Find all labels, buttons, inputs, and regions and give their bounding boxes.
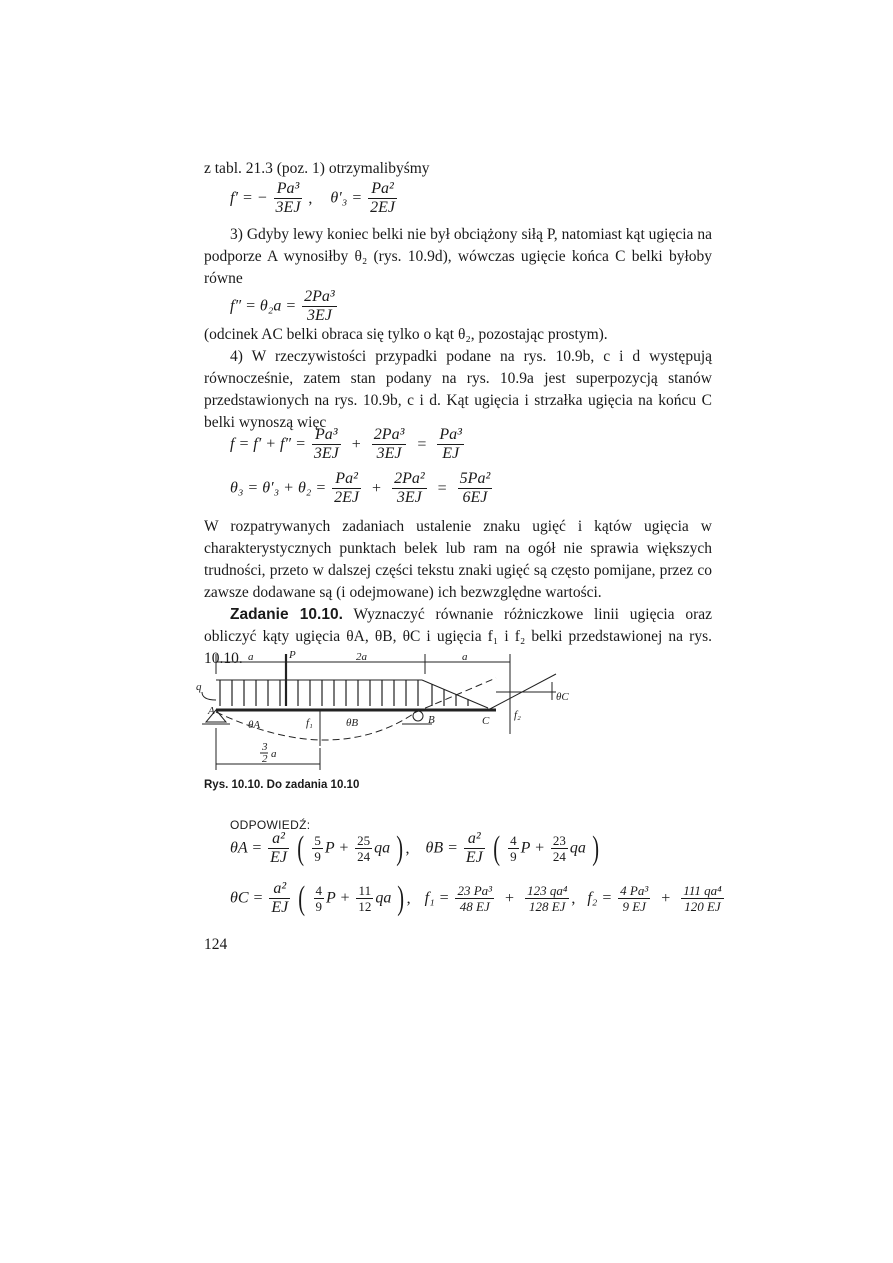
answer-label: ODPOWIEDŹ:	[230, 818, 311, 832]
equation-2: f″ = θ₂a = $\frac{\text{2Pa³}}{3EJ}$	[230, 288, 335, 324]
label-frac-n: 3	[262, 741, 268, 753]
paragraph-4: 4) W rzeczywistości przypadki podane na rys. 10.9b, c i d występują równocześnie, zatem stan podany na rys. 10.9a jest superpozycją stanów przedstawionych na rys. 10.9b, c i d. Kąt ugięcia i strzałka ugięcia na końcu C belki wynoszą więc	[204, 348, 712, 431]
answer-row-1: θA = $\frac{\text{a²}}{EJ}$ ( $\frac{5}{9}$ P + $\frac{25}{24}$ qa ) , θB = $\frac{\text{a²}}{EJ}$ ( $\frac{4}{9}$ P + $\frac{23}{24}$ qa )	[230, 829, 599, 867]
label-a1: a	[248, 651, 254, 663]
equation-4: θ₃ = θ′₃ + θ₂ = $\frac{\text{Pa²}}{2EJ}$ + $\frac{\text{2Pa²}}{3EJ}$ = $\frac{\text{5Pa²}}{6EJ}$	[230, 470, 491, 506]
label-frac-d: 2	[262, 753, 268, 765]
beam-figure	[196, 648, 576, 776]
label-f1: f₁	[306, 717, 313, 729]
label-q: q	[196, 681, 202, 693]
paragraph-ac: (odcinek AC belki obraca się tylko o kąt θ₂, pozostając prostym).	[204, 326, 608, 343]
equation-3: f = f′ + f″ = $\frac{\text{Pa³}}{3EJ}$ + $\frac{\text{2Pa³}}{3EJ}$ = $\frac{\text{Pa³}}{EJ}$	[230, 426, 462, 462]
figure-caption: Rys. 10.10. Do zadania 10.10	[204, 779, 360, 791]
label-thetaC: θC	[556, 691, 569, 703]
label-2a: 2a	[356, 651, 367, 663]
label-thetaB: θB	[346, 717, 359, 729]
page-number: 124	[204, 936, 228, 953]
eq1-frac: $\frac{\text{Pa³}}{3EJ}$	[275, 180, 301, 216]
label-B: B	[428, 714, 435, 726]
paragraph-3: 3) Gdyby lewy koniec belki nie był obciążony siłą P, natomiast kąt ugięcia na podporze A wynosiłby θ₂ (rys. 10.9d), wówczas ugięcie końca C belki byłoby równe	[204, 226, 712, 287]
label-p: P	[289, 649, 296, 661]
eq1-lhs: f′ = −	[230, 189, 268, 207]
task-title: Zadanie 10.10.	[230, 606, 343, 623]
equation-1: f′ = − $\frac{\text{Pa³}}{3EJ}$ , θ′₃ = $\frac{\text{Pa²}}{2EJ}$	[230, 180, 396, 216]
eq1-frac2: $\frac{\text{Pa²}}{2EJ}$	[370, 180, 396, 216]
label-thetaA: θA	[248, 719, 261, 731]
label-frac-a: a	[271, 748, 277, 760]
label-C: C	[482, 715, 490, 727]
task-text: Wyznaczyć równanie różniczkowe linii ugięcia oraz obliczyć kąty ugięcia θA, θB, θC i ugięcia f₁ i f₂ belki przedstawionej na rys. 10.10.	[204, 606, 712, 667]
label-f2: f₂	[514, 709, 521, 721]
label-A: A	[208, 705, 215, 717]
paragraph-sign: W rozpatrywanych zadaniach ustalenie znaku ugięć i kątów ugięcia w charakterystycznych punktach belek lub ram na ogół nie sprawia większych trudności, przeto w dalszej części tekstu znaki ugięć są często pomijane, przez co zawsze dodawane są (i odejmowane) ich bezwzględne wartości.	[204, 518, 712, 601]
label-a3: a	[462, 651, 468, 663]
intro-line: z tabl. 21.3 (poz. 1) otrzymalibyśmy	[204, 160, 430, 177]
answer-row-2: θC = $\frac{\text{a²}}{EJ}$ ( $\frac{4}{9}$ P + $\frac{11}{12}$ qa ) , f₁ = $\frac{\text{23 Pa³}}{48 EJ}$ + $\frac{\text{123 qa⁴}}{128 EJ}$ , f₂ = $\frac{\text{4 Pa³}}{9 EJ}$ + $\frac{\text{111 qa⁴}}{120 EJ}$	[230, 879, 722, 917]
eq1-lhs2: θ′₃ =	[330, 189, 363, 207]
